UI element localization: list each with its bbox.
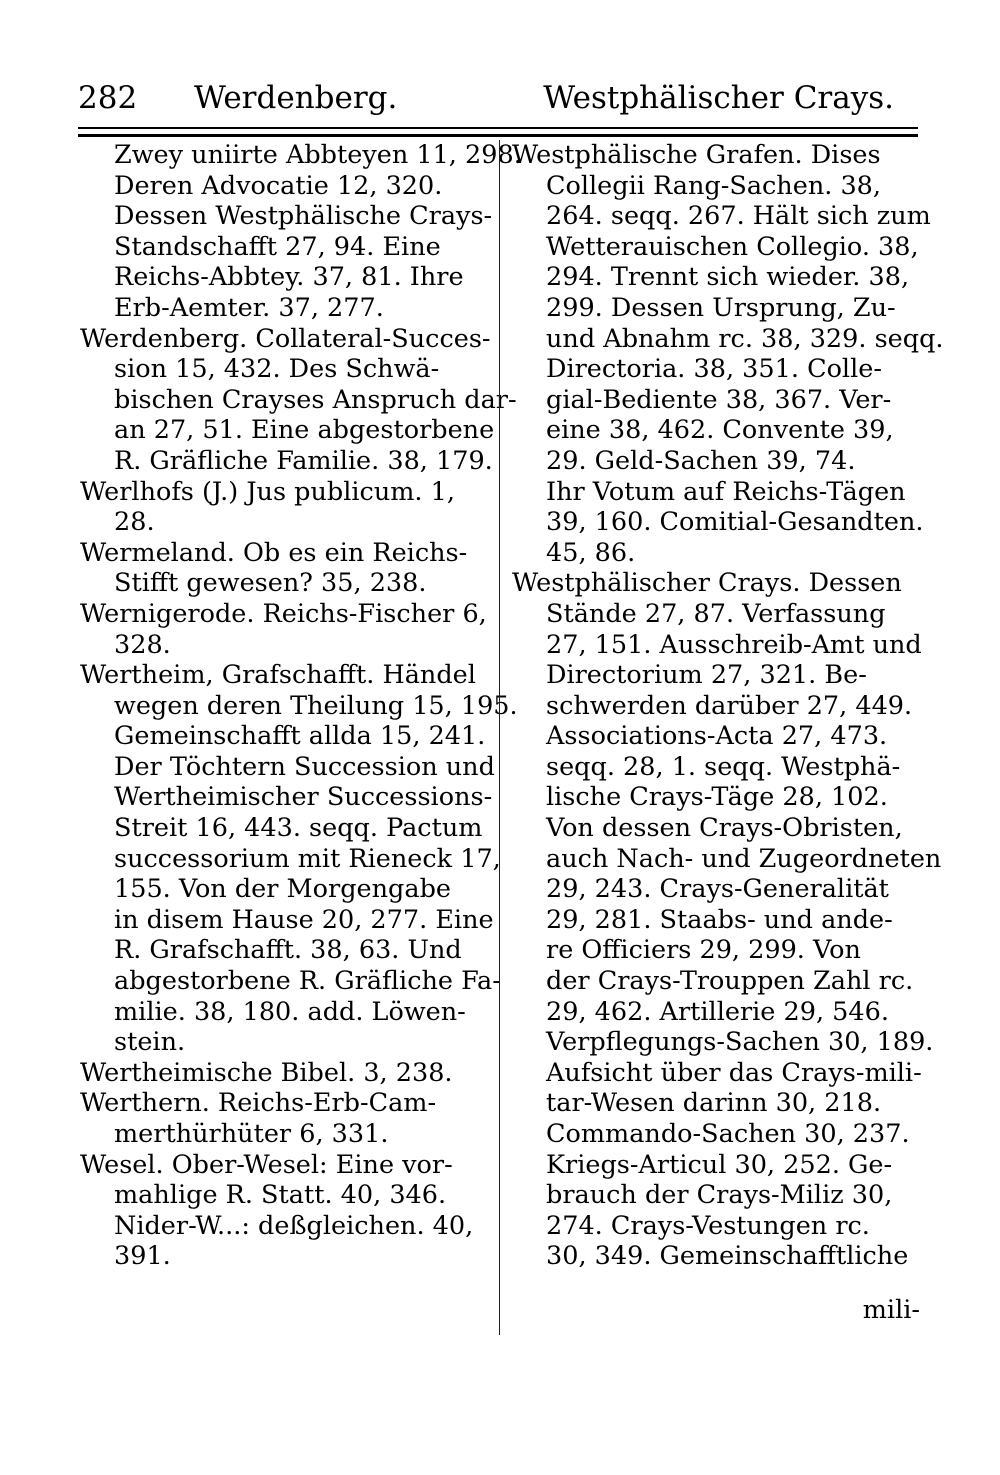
entry-line: 274. Crays-Vestungen rc. [546,1210,870,1241]
running-head [78,72,918,124]
right-column [512,140,944,1272]
entry-line: 299. Dessen Ursprung, Zu- [546,292,896,323]
entry-line: Directorium 27, 321. Be- [546,660,867,691]
entry-line: 28. [114,507,155,538]
entry-line: sion 15, 432. Des Schwä- [114,354,440,385]
index-entry [80,660,518,1058]
index-entry [512,140,944,568]
entry-line: Der Töchtern Succession und [114,751,495,782]
entry-line: an 27, 51. Eine abgestorbene [114,415,495,446]
entry-line: milie. 38, 180. add. Löwen- [114,996,466,1027]
entry-line: lische Crays-Täge 28, 102. [546,782,888,813]
header-rule-double [78,134,918,137]
entry-line: der Crays-Trouppen Zahl rc. [546,966,914,997]
entry-line: 29, 243. Crays-Generalität [546,874,889,905]
entry-line: Werlhofs (J.) Jus publicum. 1, [80,476,455,507]
entry-line: 45, 86. [546,537,636,568]
entry-line: seqq. 28, 1. seqq. Westphä- [546,751,901,782]
entry-line: Standschafft 27, 94. Eine [114,231,441,262]
index-entry [80,1088,492,1149]
entry-line: Wermeland. Ob es ein Reichs- [80,537,468,568]
entry-line: Verpflegungs-Sachen 30, 189. [546,1027,934,1058]
entry-line: Directoria. 38, 351. Colle- [546,354,882,385]
entry-line: 155. Von der Morgengabe [114,874,451,905]
entry-line: successorium mit Rieneck 17, [114,843,501,874]
entry-line: 294. Trennt sich wieder. 38, [546,262,910,293]
entry-line: bischen Crayses Anspruch dar- [114,384,517,415]
entry-line: Gemeinschafft allda 15, 241. [114,721,486,752]
entry-line: Westphälische Grafen. Dises [512,140,881,170]
entry-line: 264. seqq. 267. Hält sich zum [546,201,931,232]
entry-line: Wertheimischer Successions- [114,782,493,813]
left-column [80,140,522,1272]
header-rule [78,127,918,129]
entry-line: in disem Hause 20, 277. Eine [114,904,494,935]
entry-line: wegen deren Theilung 15, 195. [114,690,518,721]
entry-line: 391. [114,1241,171,1272]
entry-line: und Abnahm rc. 38, 329. seqq. [546,323,944,354]
entry-line: Stände 27, 87. Verfassung [546,598,886,629]
entry-line: stein. [114,1027,186,1058]
entry-line: Wetterauischen Collegio. 38, [546,231,919,262]
entry-line: abgestorbene R. Gräfliche Fa- [114,966,501,997]
entry-line: 39, 160. Comitial-Gesandten. [546,507,924,538]
index-entry [80,599,492,660]
entry-line: Wertheimische Bibel. 3, 238. [80,1057,453,1088]
entry-line: Zwey uniirte Abbteyen 11, 298. [114,140,522,170]
entry-line: 328. [114,629,171,660]
entry-line: Deren Advocatie 12, 320. [114,170,443,201]
entry-line: Nider-W...: deßgleichen. 40, [114,1210,474,1241]
entry-line: gial-Bediente 38, 367. Ver- [546,384,892,415]
entry-line: 29, 281. Staabs- und ande- [546,904,893,935]
entry-line: Wesel. Ober-Wesel: Eine vor- [80,1149,453,1180]
entry-line: Wernigerode. Reichs-Fischer 6, [80,598,487,629]
entry-line: Erb-Aemter. 37, 277. [114,292,384,323]
entry-line: Dessen Westphälische Crays- [114,201,493,232]
entry-line: tar-Wesen darinn 30, 218. [546,1088,882,1119]
entry-line: 29. Geld-Sachen 39, 74. [546,445,856,476]
entry-line: Wertheim, Grafschafft. Händel [80,660,476,691]
entry-line: Aufsicht über das Crays-mili- [546,1057,922,1088]
entry-line: Streit 16, 443. seqq. Pactum [114,813,483,844]
entry-line: 27, 151. Ausschreib-Amt und [546,629,922,660]
entry-line: mahlige R. Statt. 40, 346. [114,1180,447,1211]
entry-line: Ihr Votum auf Reichs-Tägen [546,476,906,507]
index-entry [512,568,942,1272]
entry-line: Reichs-Abbtey. 37, 81. Ihre [114,262,464,293]
index-entry [80,477,492,538]
catchword: mili- [862,1295,920,1325]
entry-line: R. Grafschafft. 38, 63. Und [114,935,462,966]
left-running-title: Werdenberg. [194,80,398,116]
page-number: 282 [78,80,138,116]
entry-line: Werdenberg. Collateral-Succes- [80,323,491,354]
right-running-title: Westphälischer Crays. [543,80,894,116]
entry-line: re Officiers 29, 299. Von [546,935,861,966]
index-entry [80,1150,492,1272]
entry-line: Werthern. Reichs-Erb-Cam- [80,1088,437,1119]
entry-line: R. Gräfliche Familie. 38, 179. [114,445,493,476]
entry-line: 29, 462. Artillerie 29, 546. [546,996,889,1027]
entry-line: merthürhüter 6, 331. [114,1119,389,1149]
entry-line: Commando-Sachen 30, 237. [546,1119,910,1149]
entry-line: Stifft gewesen? 35, 238. [114,568,427,599]
entry-line: 30, 349. Gemeinschafftliche [546,1241,909,1272]
index-entry [80,140,522,324]
entry-line: schwerden darüber 27, 449. [546,690,913,721]
index-entry [80,323,517,477]
column-divider [499,140,500,1335]
entry-line: brauch der Crays-Miliz 30, [546,1180,893,1211]
entry-line: auch Nach- und Zugeordneten [546,843,942,874]
index-entry [80,1058,492,1089]
entry-line: Collegii Rang-Sachen. 38, [546,170,882,201]
entry-line: Von dessen Crays-Obristen, [546,813,903,844]
entry-line: Associations-Acta 27, 473. [546,721,888,752]
entry-line: eine 38, 462. Convente 39, [546,415,894,446]
entry-line: Westphälischer Crays. Dessen [512,568,902,599]
entry-line: Kriegs-Articul 30, 252. Ge- [546,1149,893,1180]
index-entry [80,538,492,599]
